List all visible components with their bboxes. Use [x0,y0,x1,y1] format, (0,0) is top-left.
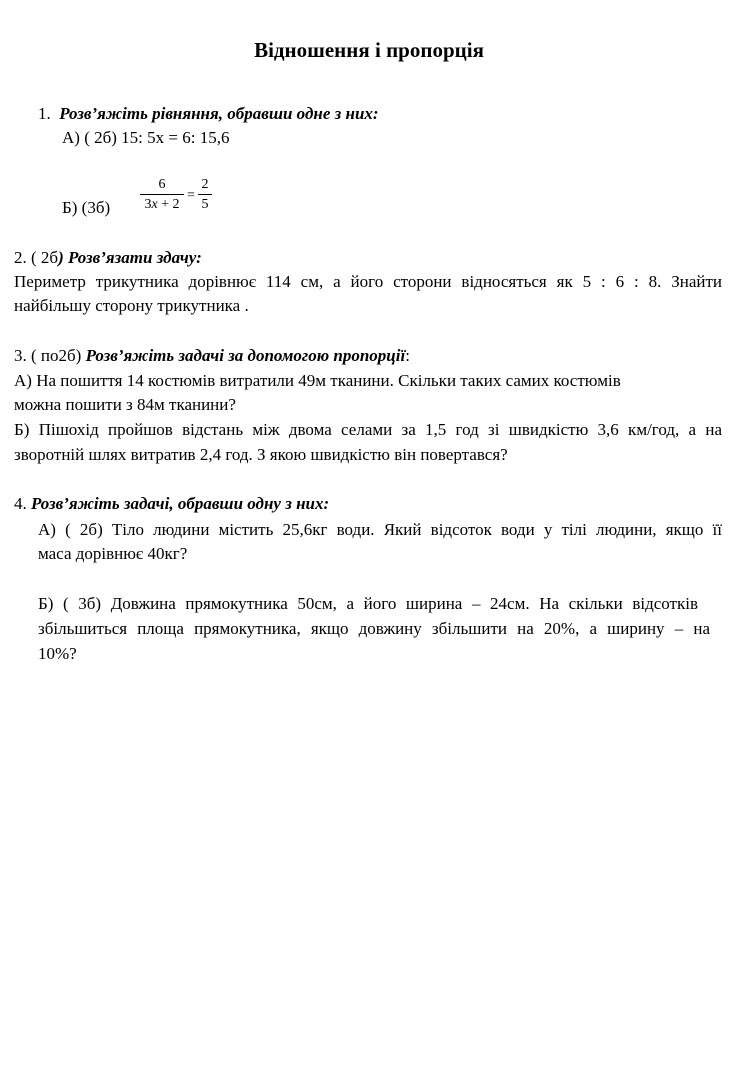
task3-a-line-2: можна пошити з 84м тканини? [14,395,236,414]
task1-fraction-left [140,176,184,215]
fraction-right-numerator: 2 [201,177,209,192]
fraction-left-denominator: 3x + 2 [144,197,180,212]
page-title: Відношення і пропорція [254,38,484,62]
task4-heading: Розв’яжіть задачі, обравши одну з них: [31,494,330,513]
task1-fraction-right [198,176,212,215]
task3-b-line-2: зворотній шлях витратив 2,4 год. З якою швидкістю він повертався? [14,445,508,464]
task2-header [14,246,202,270]
task4-a-line-1: А) ( 2б) Тіло людини містить 25,6кг води. Який відсоток води у тілі людини, якщо її [38,520,722,539]
task3-colon: : [405,346,410,365]
task1-number: 1. [38,104,51,123]
task1-heading: Розв’яжіть рівняння, обравши одне з них: [59,104,379,123]
task2-heading: ) Розв’язати здачу: [58,248,202,267]
task4-b-line-2: збільшиться площа прямокутника, якщо довжину збільшити на 20%, а ширину – на [38,619,710,638]
task3-b-line-1: Б) Пішохід пройшов відстань між двома селами за 1,5 год зі швидкістю 3,6 км/год, а на [14,420,722,439]
task1-option-a: А) ( 2б) 15: 5х = 6: 15,6 [62,128,230,147]
task3-heading: Розв’яжіть задачі за допомогою пропорції [85,346,406,365]
task2-line-1: Периметр трикутника дорівнює 114 см, а його сторони відносяться як 5 : 6 : 8. Знайти [14,272,722,291]
task1-header [38,102,379,126]
task4-b-line-3: 10%? [38,644,77,663]
task4-a-line-2: маса дорівнює 40кг? [38,544,188,563]
task4-b-line-1: Б) ( 3б) Довжина прямокутника 50см, а його ширина – 24см. На скільки відсотків [38,594,698,613]
task3-prefix: 3. ( по2б) [14,346,86,365]
fraction-right-denominator: 5 [201,197,209,212]
task1-equals-sign: = [187,188,195,203]
task1-option-b-label: Б) (3б) [62,198,111,217]
task3-header [14,344,410,368]
task4-header [14,492,329,516]
task4-prefix: 4. [14,494,31,513]
task3-a-line-1: А) На пошиття 14 костюмів витратили 49м тканини. Скільки таких самих костюмів [14,371,621,390]
task2-prefix: 2. ( 2б [14,248,59,267]
task2-line-2: найбільшу сторону трикутника . [14,296,249,315]
fraction-left-numerator: 6 [158,177,166,192]
